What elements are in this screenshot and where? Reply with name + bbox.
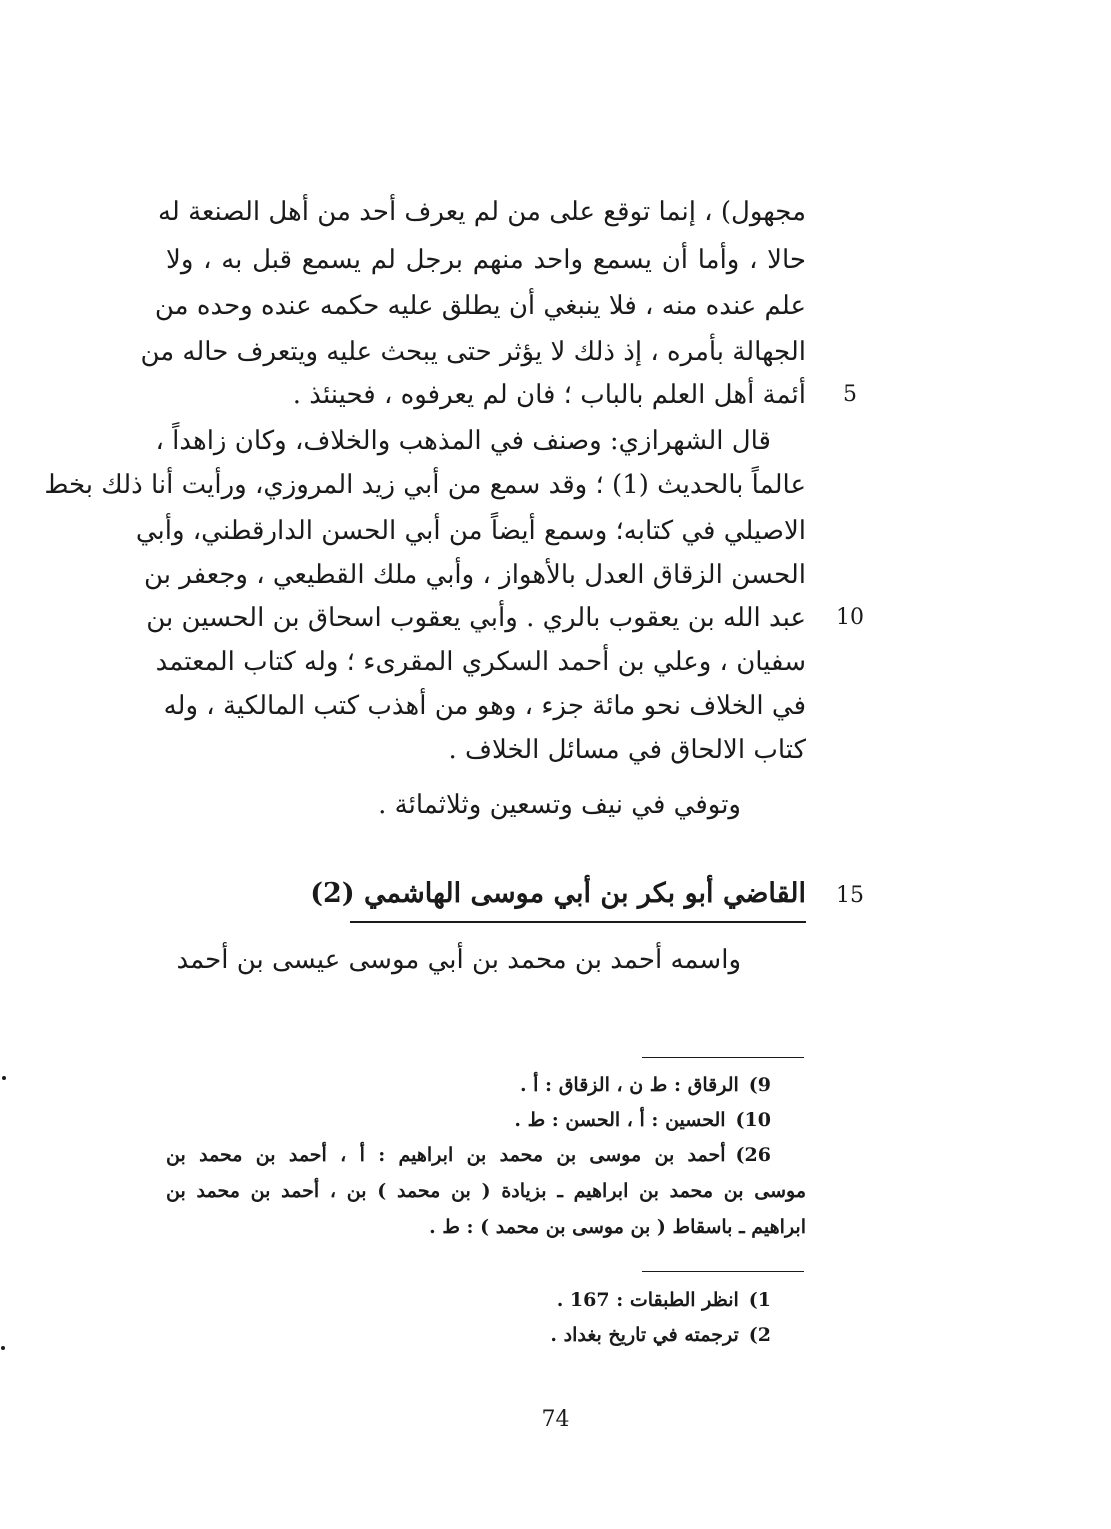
page-number: 74: [541, 1407, 570, 1432]
body-line-paragraph-start: قال الشهرازي: وصنف في المذهب والخلاف، وكان زاهداً ،: [155, 426, 771, 456]
variant-note-text: الحسين : أ ، الحسن : ط .: [514, 1109, 726, 1131]
line-number-10: 10: [836, 605, 864, 630]
body-line: الحسن الزقاق العدل بالأهواز ، وأبي ملك القطيعي ، وجعفر بن: [143, 560, 806, 590]
footnotes-divider: [642, 1271, 804, 1272]
body-line: عبد الله بن يعقوب بالري . وأبي يعقوب اسحاق بن الحسين بن: [146, 603, 806, 633]
variant-note-number: 10): [735, 1109, 771, 1131]
variant-note-text: أحمد بن موسى بن محمد بن ابراهيم : أ ، أحمد بن محمد بن: [166, 1144, 726, 1166]
scan-speck: [1, 1346, 5, 1350]
variant-note-continuation: موسى بن محمد بن ابراهيم ـ بزيادة ( بن محمد ) بن ، أحمد بن محمد بن: [166, 1180, 806, 1202]
variant-note-number: 26): [735, 1144, 771, 1166]
variant-note-number: 9): [748, 1074, 771, 1096]
heading-underline: [350, 921, 806, 923]
footnote-text: انظر الطبقات : 167 .: [556, 1289, 739, 1311]
scan-speck: [2, 1076, 6, 1080]
body-line: سفيان ، وعلي بن أحمد السكري المقرىء ؛ وله كتاب المعتمد: [155, 647, 806, 677]
body-line: الجهالة بأمره ، إذ ذلك لا يؤثر حتى يبحث عليه ويتعرف حاله من: [140, 337, 806, 367]
body-line: حالا ، وأما أن يسمع واحد منهم برجل لم يسمع قبل به ، ولا: [166, 245, 806, 275]
death-line: وتوفي في نيف وتسعين وثلاثمائة .: [378, 790, 741, 820]
section-heading: القاضي أبو بكر بن أبي موسى الهاشمي (2): [310, 878, 806, 909]
line-number-15: 15: [836, 883, 864, 908]
variant-note-text: الرقاق : ط ن ، الزقاق : أ .: [519, 1074, 739, 1096]
section-first-line: واسمه أحمد بن محمد بن أبي موسى عيسى بن أحمد: [176, 945, 741, 975]
body-line: مجهول) ، إنما توقع على من لم يعرف أحد من أهل الصنعة له: [157, 197, 806, 227]
footnote-text: ترجمته في تاريخ بغداد .: [550, 1324, 739, 1346]
variant-note: [271, 1068, 771, 1103]
body-line: الاصيلي في كتابه؛ وسمع أيضاً من أبي الحسن الدارقطني، وأبي: [135, 516, 806, 546]
body-line: أئمة أهل العلم بالباب ؛ فان لم يعرفوه ، فحينئذ .: [292, 380, 806, 410]
footnote-number: 2): [748, 1324, 771, 1346]
line-number-5: 5: [843, 382, 857, 407]
variant-note: [166, 1138, 806, 1173]
variant-note-continuation: ابراهيم ـ باسقاط ( بن موسى بن محمد ) : ط .: [429, 1216, 806, 1238]
footnote: [271, 1283, 771, 1318]
body-line: علم عنده منه ، فلا ينبغي أن يطلق عليه حكمه عنده وحده من: [154, 291, 806, 321]
body-line: كتاب الالحاق في مسائل الخلاف .: [448, 735, 806, 765]
variant-note: [271, 1103, 771, 1138]
body-line: في الخلاف نحو مائة جزء ، وهو من أهذب كتب المالكية ، وله: [163, 691, 806, 721]
footnote-number: 1): [748, 1289, 771, 1311]
apparatus-divider: [642, 1057, 804, 1058]
footnote: [271, 1318, 771, 1353]
body-line: عالماً بالحديث (1) ؛ وقد سمع من أبي زيد المروزي، ورأيت أنا ذلك بخط: [44, 470, 806, 500]
